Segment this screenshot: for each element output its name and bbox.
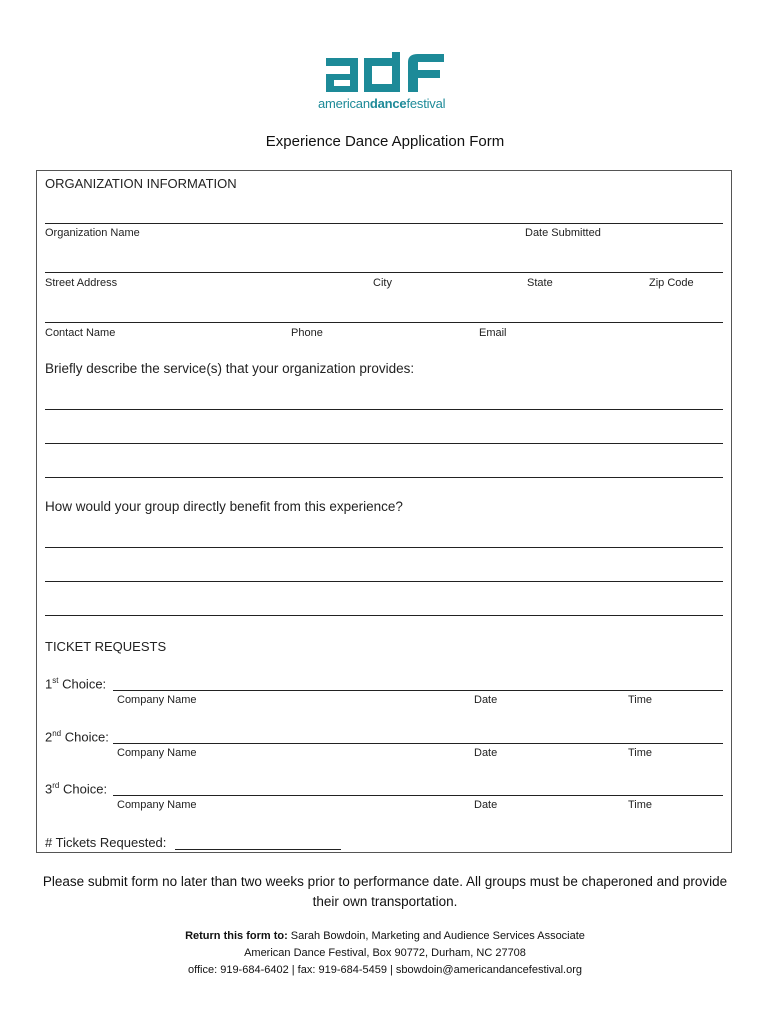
benefit-answer-line[interactable] (45, 581, 723, 582)
zip-code-label: Zip Code (649, 277, 694, 289)
choice-3-label: 3rd Choice: (45, 781, 108, 797)
phone-label: Phone (291, 327, 323, 339)
address-line[interactable] (45, 272, 723, 273)
state-label: State (527, 277, 553, 289)
tickets-requested-label: # Tickets Requested: (45, 835, 167, 850)
choice-2-time-label: Time (628, 747, 653, 759)
submission-note: Please submit form no later than two weeks prior to performance date. All groups must be chaperoned and provide their own transportation. (42, 874, 728, 909)
choice-1-label: 1st Choice: (45, 676, 107, 692)
choice-3-time-label: Time (628, 799, 653, 811)
choice-1-date-label: Date (474, 694, 498, 706)
organization-heading: ORGANIZATION INFORMATION (45, 176, 237, 191)
return-info (0, 928, 770, 979)
choice-2-line[interactable] (113, 743, 723, 744)
benefit-question: How would your group directly benefit from this experience? (45, 499, 403, 514)
choice-1-company-label: Company Name (117, 694, 197, 706)
choice-2-label: 2nd Choice: (45, 729, 109, 745)
date-submitted-label: Date Submitted (525, 227, 601, 239)
contact-name-label: Contact Name (45, 327, 116, 339)
services-question: Briefly describe the service(s) that your organization provides: (45, 361, 415, 376)
ticket-requests-heading: TICKET REQUESTS (45, 639, 167, 654)
email-label: Email (479, 327, 507, 339)
choice-3-date-label: Date (474, 799, 498, 811)
return-line-1: Return this form to: Sarah Bowdoin, Marketing and Audience Services Associate (185, 930, 585, 942)
street-address-label: Street Address (45, 277, 118, 289)
page-title: Experience Dance Application Form (265, 133, 505, 150)
application-form (36, 170, 732, 853)
services-answer-line[interactable] (45, 477, 723, 478)
benefit-answer-line[interactable] (45, 547, 723, 548)
choice-1-time-label: Time (628, 694, 653, 706)
contact-line[interactable] (45, 322, 723, 323)
benefit-answer-line[interactable] (45, 615, 723, 616)
choice-2-company-label: Company Name (117, 747, 197, 759)
services-answer-line[interactable] (45, 409, 723, 410)
return-line-2: American Dance Festival, Box 90772, Durham, NC 27708 (244, 947, 526, 959)
choice-2-date-label: Date (474, 747, 498, 759)
return-line-3: office: 919-684-6402 | fax: 919-684-5459 | sbowdoin@americandancefestival.org (188, 964, 582, 976)
choice-1-line[interactable] (113, 690, 723, 691)
choice-3-line[interactable] (113, 795, 723, 796)
city-label: City (373, 277, 392, 289)
org-name-line[interactable] (45, 223, 723, 224)
logo-wordmark: americandancefestival (318, 96, 446, 111)
adf-logo-mark-icon (322, 52, 447, 94)
services-answer-line[interactable] (45, 443, 723, 444)
tickets-requested-line[interactable] (175, 849, 341, 850)
org-name-label: Organization Name (45, 227, 140, 239)
adf-logo (318, 52, 453, 116)
choice-3-company-label: Company Name (117, 799, 197, 811)
